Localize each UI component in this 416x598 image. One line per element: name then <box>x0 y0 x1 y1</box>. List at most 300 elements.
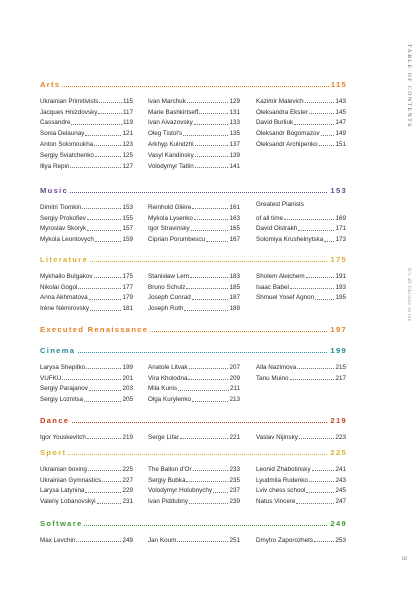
leader-dots <box>290 379 335 380</box>
leader-dots <box>95 241 122 242</box>
leader-dots <box>192 401 228 402</box>
leader-dots <box>76 541 121 542</box>
leader-dots <box>89 390 122 391</box>
entry-page-number: 171 <box>335 225 346 233</box>
section-title: Dance <box>40 416 70 425</box>
entry-page-number: 223 <box>335 433 346 441</box>
toc-entry[interactable] <box>40 200 133 211</box>
leader-dots <box>195 145 229 146</box>
toc-entry[interactable] <box>256 462 346 473</box>
entry-name: Oleksandr Bogomazov <box>256 130 320 138</box>
entry-name: Sergiy Parajanov <box>40 385 88 393</box>
toc-entry[interactable] <box>148 484 240 495</box>
section-entries <box>40 269 347 329</box>
entry-name: Lviv chess school <box>256 487 306 495</box>
section-title: Arts <box>40 80 61 89</box>
toc-entry[interactable] <box>148 116 240 127</box>
toc-entry[interactable] <box>40 269 133 280</box>
toc-entry[interactable] <box>148 291 240 302</box>
entry-page-number: 207 <box>229 363 240 371</box>
section-page-number: 153 <box>330 186 347 195</box>
entry-name: David Burliuk <box>256 119 294 127</box>
entry-page-number: 241 <box>335 465 346 473</box>
entry-page-number: 233 <box>229 465 240 473</box>
entry-name: Leonid Zhabotinsky <box>256 465 311 473</box>
entry-page-number: 117 <box>122 108 133 116</box>
entry-page-number: 211 <box>229 385 240 393</box>
leader-dots <box>102 481 121 482</box>
leader-dots <box>84 401 121 402</box>
toc-entry[interactable] <box>256 280 346 291</box>
toc-entry[interactable] <box>148 382 240 393</box>
entry-name: Greatest Pianists <box>256 201 304 208</box>
section-leader-dots <box>40 352 347 353</box>
entry-name: Ciprian Porumbescu <box>148 236 206 244</box>
toc-entry[interactable] <box>40 211 133 222</box>
toc-section-sport <box>40 448 347 522</box>
leader-dots <box>299 438 335 439</box>
section-entries <box>40 360 347 420</box>
toc-entry[interactable] <box>148 105 240 116</box>
section-entries <box>40 200 347 260</box>
entry-page-number: 131 <box>229 108 240 116</box>
toc-entry[interactable] <box>148 137 240 148</box>
leader-dots <box>188 379 228 380</box>
entry-column <box>148 462 240 505</box>
leader-dots <box>192 208 228 209</box>
entry-page-number: 149 <box>335 130 346 138</box>
section-title: Music <box>40 186 69 195</box>
entry-page-number: 253 <box>335 536 346 544</box>
toc-entry[interactable] <box>40 371 133 382</box>
entry-column <box>148 360 240 403</box>
toc-entry[interactable] <box>40 462 133 473</box>
toc-entry[interactable] <box>256 371 346 382</box>
leader-dots <box>195 167 229 168</box>
section-title: Software <box>40 519 83 528</box>
toc-entry[interactable] <box>148 232 240 243</box>
entry-name: Ivan Piddubny <box>148 498 188 506</box>
entry-column <box>256 94 346 148</box>
entry-name: David Oistrakh <box>256 225 298 233</box>
entry-page-number: 215 <box>335 363 346 371</box>
entry-page-number: 245 <box>335 487 346 495</box>
entry-page-number: 173 <box>335 236 346 244</box>
leader-dots <box>78 288 121 289</box>
leader-dots <box>298 230 334 231</box>
toc-entry[interactable] <box>256 126 346 137</box>
entry-page-number: 183 <box>229 272 240 280</box>
leader-dots <box>94 277 122 278</box>
entry-name: Jacques Hnizdovsky <box>40 108 98 116</box>
entry-page-number: 147 <box>335 119 346 127</box>
leader-dots <box>290 288 335 289</box>
entry-name: Arkhyp Kuindzhi <box>148 140 194 148</box>
section-title: Sport <box>40 448 67 457</box>
leader-dots <box>284 219 335 220</box>
toc-entry[interactable] <box>40 148 133 159</box>
entry-page-number: 153 <box>122 203 133 211</box>
toc-entry[interactable] <box>148 494 240 505</box>
entry-column <box>256 200 346 243</box>
entry-name: Ukrainian boxing <box>40 465 87 473</box>
leader-dots <box>70 167 121 168</box>
entry-name: Sergiy Bubka <box>148 476 186 484</box>
entry-page-number: 225 <box>122 465 133 473</box>
toc-entry[interactable] <box>256 494 346 505</box>
leader-dots <box>294 124 334 125</box>
entry-page-number: 143 <box>335 97 346 105</box>
toc-entry[interactable] <box>148 473 240 484</box>
leader-dots <box>180 438 229 439</box>
toc-entry[interactable] <box>40 533 133 544</box>
entry-name: Oleksandra Ekster <box>256 108 308 116</box>
toc-entry[interactable] <box>40 301 133 312</box>
section-leader-dots <box>40 86 347 87</box>
toc-entry[interactable] <box>256 137 346 148</box>
entry-page-number: 229 <box>122 487 133 495</box>
section-heading[interactable] <box>40 346 347 356</box>
entry-name: Joseph Roth <box>148 305 184 313</box>
entry-name-cont: of all time <box>256 214 283 222</box>
leader-dots <box>97 503 122 504</box>
entry-name: Ukrainian Primitivists <box>40 97 99 105</box>
toc-section-cinema <box>40 346 347 420</box>
entry-page-number: 167 <box>229 236 240 244</box>
leader-dots <box>98 113 122 114</box>
toc-entry[interactable] <box>148 462 240 473</box>
section-heading[interactable] <box>40 255 347 265</box>
entry-name: Joseph Conrad <box>148 294 191 302</box>
section-entries <box>40 94 347 170</box>
section-page-number: 225 <box>330 448 347 457</box>
entry-page-number: 227 <box>122 476 133 484</box>
section-heading[interactable] <box>40 80 347 90</box>
entry-page-number: 135 <box>229 130 240 138</box>
entry-name: Max Levchin <box>40 536 76 544</box>
section-entries <box>40 533 347 593</box>
entry-page-number: 191 <box>335 272 346 280</box>
entry-name: Olga Kurylenko <box>148 396 192 404</box>
toc-entry[interactable] <box>40 116 133 127</box>
leader-dots <box>309 113 335 114</box>
entry-name: Sergiy Sviatchenko <box>40 151 94 159</box>
section-page-number: 199 <box>330 346 347 355</box>
toc-entry[interactable] <box>40 430 133 441</box>
toc-entry[interactable] <box>256 533 346 544</box>
entry-name: Reinhold Glière <box>148 203 192 211</box>
entry-column <box>40 533 133 544</box>
leader-dots <box>95 156 122 157</box>
leader-dots <box>199 113 228 114</box>
leader-dots <box>193 470 229 471</box>
entry-page-number: 239 <box>229 498 240 506</box>
entry-name: Irène Némirovsky <box>40 305 89 313</box>
entry-name: Myroslav Skoryk <box>40 225 87 233</box>
entry-name: Stanisław Lem <box>148 272 189 280</box>
entry-page-number: 237 <box>229 487 240 495</box>
toc-entry[interactable] <box>148 392 240 403</box>
leader-dots <box>306 492 334 493</box>
entry-name: Natus Vincere <box>256 498 296 506</box>
leader-dots <box>315 299 334 300</box>
leader-dots <box>99 102 122 103</box>
leader-dots <box>194 124 229 125</box>
entry-name: Shmuel Yosef Agnon <box>256 294 315 302</box>
entry-name: Mykhailo Bulgakov <box>40 272 93 280</box>
entry-name: Ukrainian Gymnastics <box>40 476 102 484</box>
entry-name: Volodymyr Holubnychy <box>148 487 213 495</box>
entry-page-number: 175 <box>122 272 133 280</box>
entry-page-number: 209 <box>229 374 240 382</box>
leader-dots <box>305 102 335 103</box>
entry-column <box>148 269 240 312</box>
toc-entry[interactable] <box>256 116 346 127</box>
entry-name: Alla Nazimova <box>256 363 297 371</box>
entry-column <box>256 533 346 544</box>
leader-dots <box>88 470 122 471</box>
leader-dots <box>306 277 335 278</box>
entry-column <box>148 94 240 170</box>
entry-column <box>40 462 133 505</box>
entry-page-number: 123 <box>122 140 133 148</box>
entry-name: Dimitri Tiomkin <box>40 203 82 211</box>
entry-name: Marie Bashkirtseff <box>148 108 199 116</box>
entry-page-number: 231 <box>122 498 133 506</box>
toc-entry[interactable] <box>40 360 133 371</box>
toc-entry[interactable] <box>148 126 240 137</box>
toc-entry[interactable] <box>256 200 346 222</box>
section-title: Cinema <box>40 346 76 355</box>
leader-dots <box>321 135 335 136</box>
toc-entry[interactable] <box>40 392 133 403</box>
section-leader-dots <box>40 422 347 423</box>
leader-dots <box>85 492 121 493</box>
entry-page-number: 137 <box>229 140 240 148</box>
leader-dots <box>213 492 228 493</box>
entry-page-number: 219 <box>122 433 133 441</box>
toc-entry[interactable] <box>148 94 240 105</box>
toc-entry[interactable] <box>40 94 133 105</box>
entry-page-number: 199 <box>122 363 133 371</box>
entry-name: Sonia Delaunay <box>40 130 85 138</box>
leader-dots <box>85 135 121 136</box>
leader-dots <box>297 368 334 369</box>
leader-dots <box>192 299 229 300</box>
section-title: Literature <box>40 255 89 264</box>
toc-entry[interactable] <box>40 222 133 233</box>
entry-column <box>256 462 346 505</box>
entry-name: Vira Kholodna <box>148 374 188 382</box>
toc-entry[interactable] <box>40 137 133 148</box>
toc-entry[interactable] <box>148 280 240 291</box>
entry-page-number: 169 <box>335 214 346 222</box>
entry-name: Serge Lifar <box>148 433 179 441</box>
entry-name: Larysa Shepitko <box>40 363 86 371</box>
leader-dots <box>187 102 229 103</box>
entry-name: Valeriy Lobanovskyi <box>40 498 96 506</box>
entry-name: Tanu Muino <box>256 374 289 382</box>
toc-entry[interactable] <box>40 126 133 137</box>
leader-dots <box>186 481 228 482</box>
toc-entry[interactable] <box>148 533 240 544</box>
entry-name: Solomiya Krushelnytska <box>256 236 324 244</box>
leader-dots <box>190 277 229 278</box>
section-heading[interactable] <box>40 186 347 196</box>
entry-page-number: 251 <box>229 536 240 544</box>
toc-entry[interactable] <box>256 430 346 441</box>
entry-page-number: 163 <box>229 214 240 222</box>
entry-name: Mila Kunis <box>148 385 178 393</box>
toc-entry[interactable] <box>148 222 240 233</box>
toc-entry[interactable] <box>256 94 346 105</box>
entry-page-number: 189 <box>229 305 240 313</box>
entry-page-number: 203 <box>122 385 133 393</box>
leader-dots <box>319 145 335 146</box>
entry-page-number: 159 <box>122 236 133 244</box>
section-entries <box>40 462 347 522</box>
toc-entry[interactable] <box>40 484 133 495</box>
entry-name: Nikolai Gogol <box>40 283 78 291</box>
entry-name: Vaslav Nijinsky <box>256 433 298 441</box>
entry-page-number: 187 <box>229 294 240 302</box>
entry-name: Anna Akhmatova <box>40 294 88 302</box>
entry-page-number: 139 <box>229 151 240 159</box>
entry-name: Bruno Schulz <box>148 283 186 291</box>
entry-page-number: 151 <box>335 140 346 148</box>
entry-page-number: 129 <box>229 97 240 105</box>
leader-dots <box>186 288 228 289</box>
leader-dots <box>206 241 228 242</box>
entry-page-number: 177 <box>122 283 133 291</box>
leader-dots <box>86 368 121 369</box>
entry-column <box>40 94 133 170</box>
entry-page-number: 201 <box>122 374 133 382</box>
entry-page-number: 157 <box>122 225 133 233</box>
toc-section-executed-renaissance <box>40 325 347 335</box>
toc-entry[interactable] <box>40 159 133 170</box>
section-heading[interactable] <box>40 416 347 426</box>
leader-dots <box>324 241 334 242</box>
entry-name: Igor Stravinsky <box>148 225 190 233</box>
side-running-note: It's all Ukraine to me <box>406 268 412 322</box>
entry-column <box>40 360 133 403</box>
toc-entry[interactable] <box>256 105 346 116</box>
section-heading[interactable] <box>40 448 347 458</box>
entry-name: Vasyl Kandinsky <box>148 151 194 159</box>
entry-column <box>256 269 346 301</box>
toc-entry[interactable] <box>256 360 346 371</box>
entry-name: Anton Solomoukha <box>40 140 94 148</box>
leader-dots <box>87 219 122 220</box>
toc-entry[interactable] <box>40 382 133 393</box>
entry-column <box>148 200 240 243</box>
leader-dots <box>296 503 334 504</box>
toc-entry[interactable] <box>148 200 240 211</box>
leader-dots <box>89 299 122 300</box>
toc-section-music <box>40 186 347 260</box>
toc-entry[interactable] <box>40 232 133 243</box>
leader-dots <box>71 124 122 125</box>
entry-name: Anatole Litvak <box>148 363 188 371</box>
entry-page-number: 185 <box>229 283 240 291</box>
leader-dots <box>178 390 229 391</box>
entry-name: Larysa Latynina <box>40 487 85 495</box>
section-leader-dots <box>40 192 347 193</box>
page-number: iii <box>401 556 407 562</box>
entry-page-number: 127 <box>122 162 133 170</box>
entry-name: Sergiy Prokofiev <box>40 214 86 222</box>
toc-entry[interactable] <box>40 105 133 116</box>
section-title: Executed Renaissance <box>40 325 149 334</box>
toc-entry[interactable] <box>256 473 346 484</box>
toc-entry[interactable] <box>148 371 240 382</box>
entry-name: Igor Youskevitch <box>40 433 86 441</box>
toc-entry[interactable] <box>256 269 346 280</box>
entry-page-number: 155 <box>122 214 133 222</box>
entry-name: Volodymyr Tatlin <box>148 162 194 170</box>
toc-entry[interactable] <box>256 232 346 243</box>
entry-page-number: 181 <box>122 305 133 313</box>
entry-page-number: 145 <box>335 108 346 116</box>
entry-page-number: 165 <box>229 225 240 233</box>
section-heading[interactable] <box>40 325 347 335</box>
toc-entry[interactable] <box>40 291 133 302</box>
section-page-number: 175 <box>330 255 347 264</box>
entry-name: Sholem Aleichem <box>256 272 305 280</box>
leader-dots <box>90 310 121 311</box>
leader-dots <box>191 230 229 231</box>
entry-name: Ivan Aivazovsky <box>148 119 193 127</box>
toc-entry[interactable] <box>256 222 346 233</box>
section-leader-dots <box>40 525 347 526</box>
toc-entry[interactable] <box>40 494 133 505</box>
toc-entry[interactable] <box>148 430 240 441</box>
toc-entry[interactable] <box>40 473 133 484</box>
entry-page-number: 125 <box>122 151 133 159</box>
leader-dots <box>87 230 121 231</box>
toc-entry[interactable] <box>148 269 240 280</box>
toc-section-arts <box>40 80 347 170</box>
toc-entry[interactable] <box>148 159 240 170</box>
toc-entry[interactable] <box>148 301 240 312</box>
entry-column <box>256 360 346 382</box>
section-page-number: 219 <box>330 416 347 425</box>
entry-name: Oleg Tistol's <box>148 130 183 138</box>
entry-page-number: 133 <box>229 119 240 127</box>
entry-page-number: 119 <box>122 119 133 127</box>
toc-entry[interactable] <box>256 291 346 302</box>
entry-name: Mykola Lysenko <box>148 214 193 222</box>
entry-page-number: 121 <box>122 130 133 138</box>
toc-entry[interactable] <box>256 484 346 495</box>
section-heading[interactable] <box>40 519 347 529</box>
section-leader-dots <box>40 454 347 455</box>
toc-entry[interactable] <box>40 280 133 291</box>
entry-name: Isaac Babel <box>256 283 289 291</box>
entry-column <box>256 430 346 441</box>
entry-name: Mykola Leontovych <box>40 236 94 244</box>
entry-name: VUFKU <box>40 374 62 382</box>
entry-name: Lyudmila Rudenko <box>256 476 308 484</box>
toc-entry[interactable] <box>148 148 240 159</box>
entry-column <box>40 200 133 243</box>
toc-entry[interactable] <box>148 211 240 222</box>
toc-entry[interactable] <box>148 360 240 371</box>
entry-page-number: 141 <box>229 162 240 170</box>
leader-dots <box>82 208 121 209</box>
entry-name: Dmytro Zaporozhets <box>256 536 314 544</box>
